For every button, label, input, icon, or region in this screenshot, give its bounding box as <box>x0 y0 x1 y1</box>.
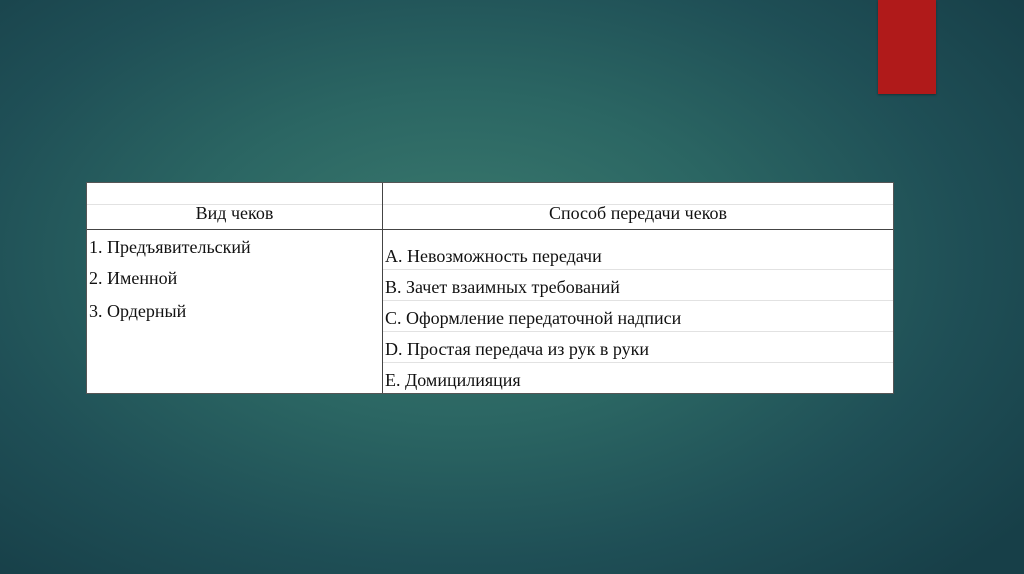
right-item-e: E. Домицилияция <box>385 370 521 390</box>
header-divider <box>87 229 893 230</box>
header-cheque-type: Вид чеков <box>195 203 274 223</box>
row-line-1 <box>383 269 893 270</box>
left-item-3: 3. Ордерный <box>89 301 187 321</box>
row-line-3 <box>383 331 893 332</box>
right-item-b: B. Зачет взаимных требований <box>385 277 620 297</box>
header-transfer-method: Способ передачи чеков <box>548 203 728 223</box>
row-line-4 <box>383 362 893 363</box>
left-item-2: 2. Именной <box>89 268 178 288</box>
right-item-c: C. Оформление передаточной надписи <box>385 308 682 328</box>
row-line-2 <box>383 300 893 301</box>
cheques-table <box>86 182 894 394</box>
right-item-d: D. Простая передача из рук в руки <box>385 339 650 359</box>
red-accent-bar <box>878 0 936 94</box>
left-item-1: 1. Предъявительский <box>89 237 251 257</box>
right-item-a: A. Невозможность передачи <box>385 246 602 266</box>
